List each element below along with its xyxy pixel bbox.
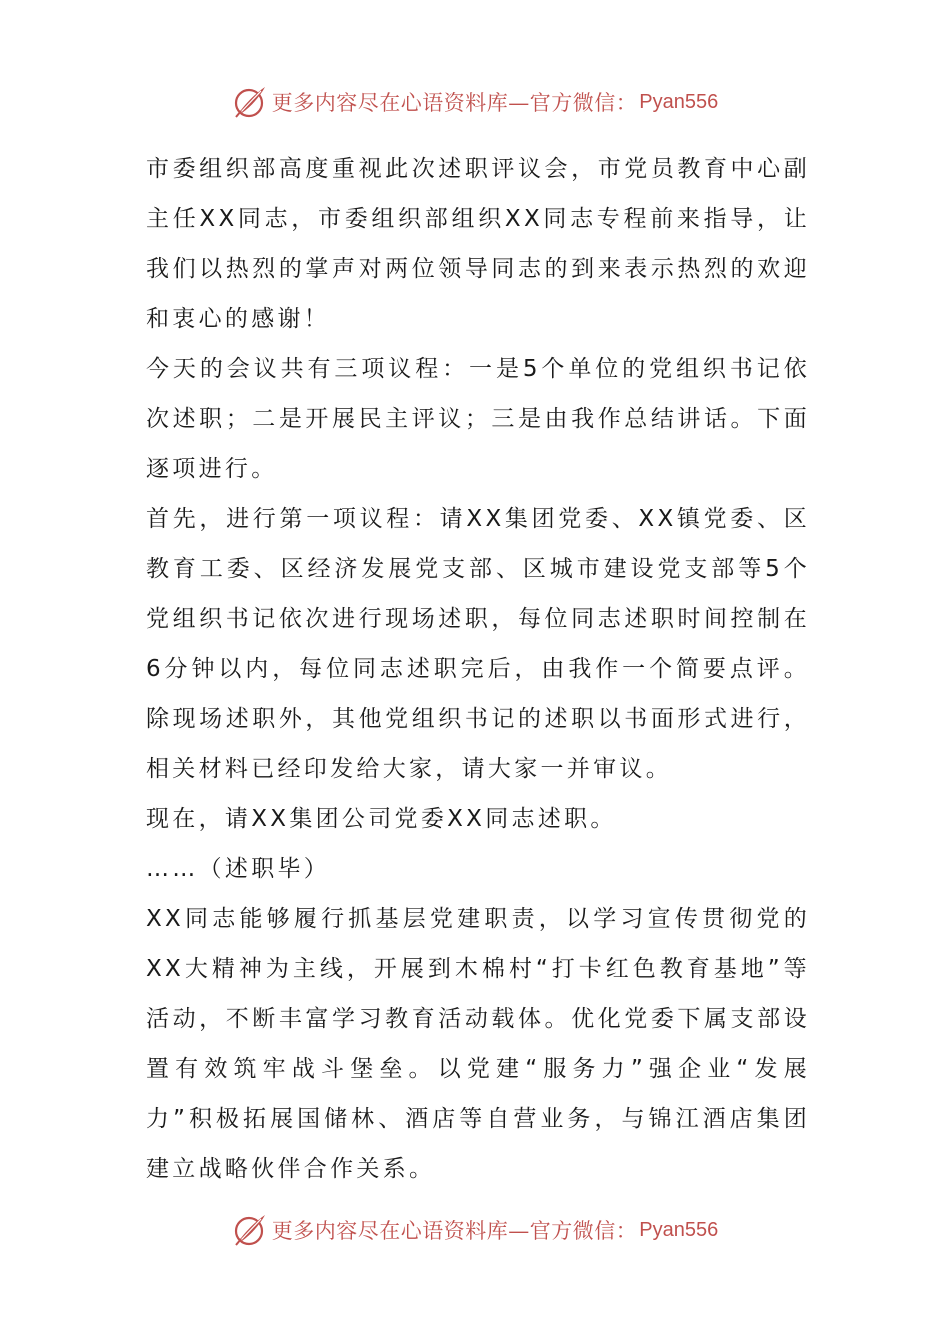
header-brand-text: 更多内容尽在心语资料库—官方微信： bbox=[271, 91, 638, 115]
footer-watermark-banner bbox=[0, 1210, 950, 1250]
footer-brand-text: 更多内容尽在心语资料库—官方微信： bbox=[271, 1219, 638, 1243]
paragraph-agenda: 今天的会议共有三项议程：一是5个单位的党组织书记依次述职；二是开展民主评议；三是由我作总结讲话。下面逐项进行。 bbox=[146, 356, 810, 482]
document-body bbox=[146, 144, 810, 1194]
quill-pen-icon bbox=[232, 1212, 268, 1248]
header-wechat-id: Pyan556 bbox=[639, 90, 719, 113]
header-watermark-banner bbox=[0, 82, 950, 122]
paragraph-first-item: 首先，进行第一项议程：请XX集团党委、XX镇党委、区教育工委、区经济发展党支部、区城市建设党支部等5个党组织书记依次进行现场述职，每位同志述职时间控制在6分钟以内，每位同志述职完后，由我作一个简要点评。除现场述职外，其他党组织书记的述职以书面形式进行，相关材料已经印发给大家，请大家一并审议。 bbox=[146, 506, 810, 782]
paragraph-invite-report: 现在，请XX集团公司党委XX同志述职。 bbox=[146, 806, 617, 832]
footer-wechat-id: Pyan556 bbox=[639, 1218, 719, 1241]
paragraph-opening: 市委组织部高度重视此次述职评议会，市党员教育中心副主任XX同志，市委组织部组织XX同志专程前来指导，让我们以热烈的掌声对两位领导同志的到来表示热烈的欢迎和衷心的感谢！ bbox=[146, 156, 810, 332]
paragraph-review: XX同志能够履行抓基层党建职责，以学习宣传贯彻党的XX大精神为主线，开展到木棉村“打卡红色教育基地”等活动，不断丰富学习教育活动载体。优化党委下属支部设置有效筑牢战斗堡垒。以党建“服务力”强企业“发展力”积极拓展国储林、酒店等自营业务，与锦江酒店集团建立战略伙伴合作关系。 bbox=[146, 906, 810, 1182]
paragraph-report-finished: ……（述职毕） bbox=[146, 856, 331, 882]
quill-pen-icon bbox=[232, 84, 268, 120]
